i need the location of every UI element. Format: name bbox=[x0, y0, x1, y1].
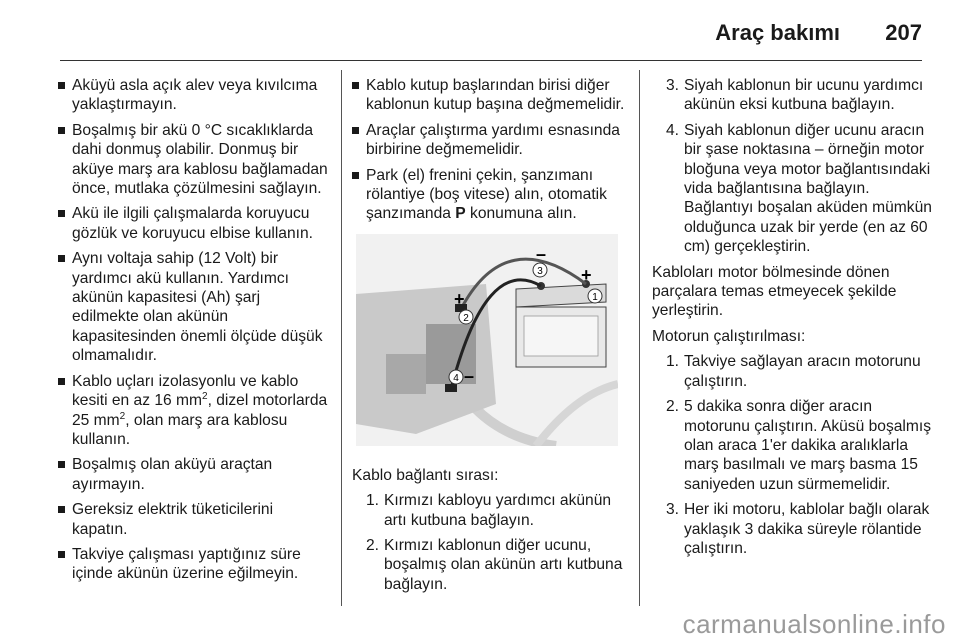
page-number: 207 bbox=[885, 20, 922, 45]
step-text: 5 dakika sonra diğer aracın motorunu çalıştırın. Aküsü boşalmış olan araca 1'er dakika aralıklarla marş basılmalı ve marş basma 15 saniyeden uzun sürmemelidir. bbox=[684, 398, 932, 493]
park-text: konumuna alın. bbox=[465, 205, 577, 223]
minus-sign: – bbox=[536, 243, 547, 264]
step-text: Kırmızı kabloyu yardımcı akünün artı kutbuna bağlayın. bbox=[384, 492, 612, 529]
step-text: Her iki motoru, kablolar bağlı olarak yaklaşık 3 dakika süreyle rölantide çalıştırın. bbox=[684, 501, 930, 557]
plus-sign: + bbox=[581, 264, 592, 285]
list-item: Akü ile ilgili çalışmalarda koruyucu gözlük ve koruyucu elbise kullanın. bbox=[58, 204, 328, 243]
cable-text: , dizel motorlarda 25 mm bbox=[72, 392, 328, 429]
list-item bbox=[652, 500, 932, 558]
label-3: 3 bbox=[537, 265, 543, 277]
column-divider-1 bbox=[341, 70, 342, 606]
list-item-park bbox=[352, 166, 627, 224]
jump-start-illustration bbox=[356, 234, 618, 446]
list-item: Boşalmış olan aküyü araçtan ayırmayın. bbox=[58, 455, 328, 494]
label-4: 4 bbox=[453, 372, 459, 384]
list-item: Takviye çalışması yaptığınız süre içinde akünün üzerine eğilmeyin. bbox=[58, 545, 328, 584]
step-text: Siyah kablonun diğer ucunu aracın bir şase noktasına – örneğin motor bloğuna veya motor bağlantısındaki vida bağlantısına bağlayın. Bağlantıyı boşalan aküden mümkün olduğunca uzak bir yerde (en az 60 cm) gerçekleştirin. bbox=[684, 121, 932, 256]
connection-steps-continued bbox=[652, 76, 932, 257]
step-number: 1. bbox=[666, 353, 680, 371]
step-number: 4. bbox=[666, 121, 680, 139]
caution-list bbox=[352, 76, 627, 224]
watermark: carmanualsonline.info bbox=[682, 609, 946, 639]
warning-list bbox=[58, 76, 328, 584]
routing-paragraph: Kabloları motor bölmesinde dönen parçalara temas etmeyecek şekilde yerleştirin. bbox=[652, 263, 897, 320]
list-item: Aküyü asla açık alev veya kıvılcıma yaklaştırmayın. bbox=[58, 76, 328, 115]
column-1 bbox=[58, 76, 328, 590]
header-divider bbox=[60, 60, 922, 61]
column-2 bbox=[352, 76, 627, 600]
label-2: 2 bbox=[463, 312, 469, 324]
step-number: 2. bbox=[366, 537, 380, 555]
illustration-svg bbox=[356, 234, 618, 446]
label-1: 1 bbox=[592, 291, 598, 303]
start-steps bbox=[652, 352, 932, 558]
list-item: Boşalmış bir akü 0 °C sıcaklıklarda dahi donmuş olabilir. Donmuş bir aküye marş ara kablosu bağlamadan önce, mutlaka çözülmesini sağlayın. bbox=[58, 121, 328, 199]
step-number: 2. bbox=[666, 398, 680, 416]
step-text: Kırmızı kablonun diğer ucunu, boşalmış olan akünün artı kutbuna bağlayın. bbox=[384, 537, 623, 593]
sequence-heading: Kablo bağlantı sırası: bbox=[352, 466, 499, 484]
column-3 bbox=[652, 76, 932, 564]
start-heading: Motorun çalıştırılması: bbox=[652, 327, 806, 345]
list-item: Kablo kutup başlarından birisi diğer kablonun kutup başına değmemelidir. bbox=[352, 76, 627, 115]
page-header bbox=[0, 0, 960, 60]
plus-sign: + bbox=[454, 288, 465, 309]
step-number: 3. bbox=[666, 77, 680, 94]
section-title: Araç bakımı bbox=[715, 20, 840, 45]
list-item bbox=[652, 352, 932, 391]
list-item: Gereksiz elektrik tüketicilerini kapatın. bbox=[58, 500, 328, 539]
list-item bbox=[652, 76, 932, 115]
list-item bbox=[352, 536, 627, 594]
cable-text: Kablo uçları izolasyonlu ve kablo kesiti en az 16 mm bbox=[72, 372, 299, 410]
connection-steps bbox=[352, 491, 627, 594]
superscript: 2 bbox=[202, 390, 208, 402]
step-text: Takviye sağlayan aracın motorunu çalıştırın. bbox=[684, 353, 921, 390]
list-item bbox=[652, 121, 932, 257]
park-text: Park (el) frenini çekin, şanzımanı rölantiye (boş vitese) alın, otomatik şanzımanda bbox=[366, 166, 607, 223]
gear-key: P bbox=[455, 205, 466, 223]
column-divider-2 bbox=[639, 70, 640, 606]
step-number: 1. bbox=[366, 492, 380, 510]
step-text: Siyah kablonun bir ucunu yardımcı akünün eksi kutbuna bağlayın. bbox=[684, 77, 924, 114]
list-item bbox=[352, 491, 627, 530]
minus-sign: – bbox=[464, 365, 475, 386]
list-item: Araçlar çalıştırma yardımı esnasında birbirine değmemelidir. bbox=[352, 121, 627, 160]
list-item bbox=[652, 397, 932, 494]
cable-text: , olan marş ara kablosu kullanın. bbox=[72, 411, 288, 448]
list-item-cable bbox=[58, 372, 328, 450]
superscript: 2 bbox=[119, 410, 126, 422]
step-number: 3. bbox=[666, 501, 680, 519]
list-item: Aynı voltaja sahip (12 Volt) bir yardımcı akü kullanın. Yardımcı akünün kapasitesi (Ah) şarj edilmekte olan akünün kapasitesinden önemli ölçüde düşük olmamalıdır. bbox=[58, 249, 328, 365]
